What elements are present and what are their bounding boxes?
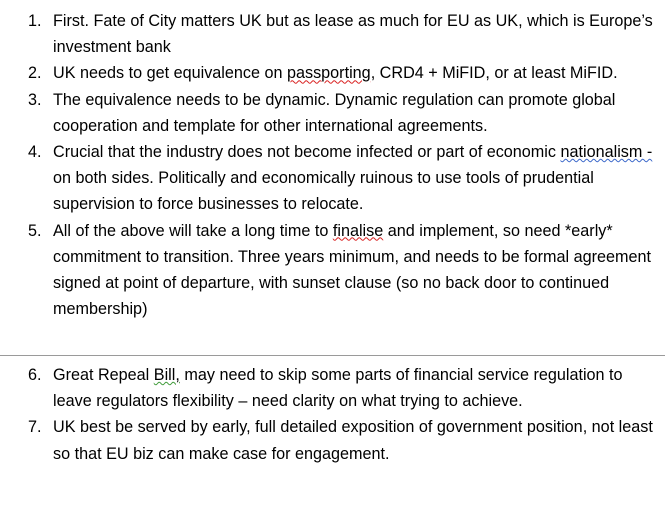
- spellcheck-flagged-word: passporting: [286, 64, 371, 83]
- numbered-list-bottom: [0, 362, 665, 467]
- list-number: 2.: [28, 64, 42, 83]
- list-number: 4.: [28, 143, 42, 162]
- spellcheck-flagged-word: Bill,: [153, 366, 180, 384]
- text-run: The equivalence needs to be dynamic. Dynamic regulation can promote global cooperation and template for other international agreements.: [53, 90, 616, 135]
- text-run: UK needs to get equivalence on: [53, 64, 287, 83]
- list-item: [0, 362, 665, 414]
- list-item: [0, 139, 665, 218]
- text-run: UK best be served by early, full detailed exposition of government position, not least so that EU biz can make case for engagement.: [53, 418, 653, 463]
- list-item-text: [53, 418, 653, 462]
- list-number: 5.: [28, 221, 42, 240]
- list-item-text: [53, 222, 651, 319]
- text-run: and implement, so need *early* commitment to transition. Three years minimum, and needs to be formal agreement signed at point of departure, with sunset clause (so no back door to continued membership): [53, 221, 652, 319]
- list-item-text: [53, 12, 653, 56]
- list-item: [0, 414, 665, 466]
- list-item: [0, 87, 665, 139]
- numbered-list-top: [0, 8, 665, 322]
- text-run: on both sides. Politically and economically ruinous to use tools of prudential supervision to force businesses to relocate.: [53, 169, 594, 214]
- list-number: 1.: [28, 12, 42, 30]
- text-run: Crucial that the industry does not become infected or part of economic: [53, 143, 561, 162]
- list-item-text: [53, 64, 618, 82]
- list-item-text: [53, 91, 615, 135]
- list-number: 6.: [28, 366, 42, 384]
- spellcheck-flagged-word: finalise: [332, 221, 384, 240]
- spellcheck-flagged-word: nationalism -: [560, 143, 653, 162]
- list-number: 3.: [28, 90, 42, 109]
- list-item: [0, 8, 665, 60]
- text-run: All of the above will take a long time to: [53, 221, 333, 240]
- list-item: [0, 60, 665, 86]
- page-divider: [0, 355, 665, 356]
- list-item: [0, 218, 665, 323]
- text-run: Great Repeal: [53, 366, 154, 384]
- list-item-text: [53, 143, 652, 213]
- list-item-text: [53, 366, 623, 410]
- text-run: , CRD4 + MiFID, or at least MiFID.: [370, 64, 618, 83]
- list-number: 7.: [28, 418, 42, 437]
- text-run: may need to skip some parts of financial service regulation to leave regulators flexibility – need clarity on what trying to achieve.: [53, 366, 623, 411]
- text-run: First. Fate of City matters UK but as lease as much for EU as UK, which is Europe’s investment bank: [53, 12, 653, 57]
